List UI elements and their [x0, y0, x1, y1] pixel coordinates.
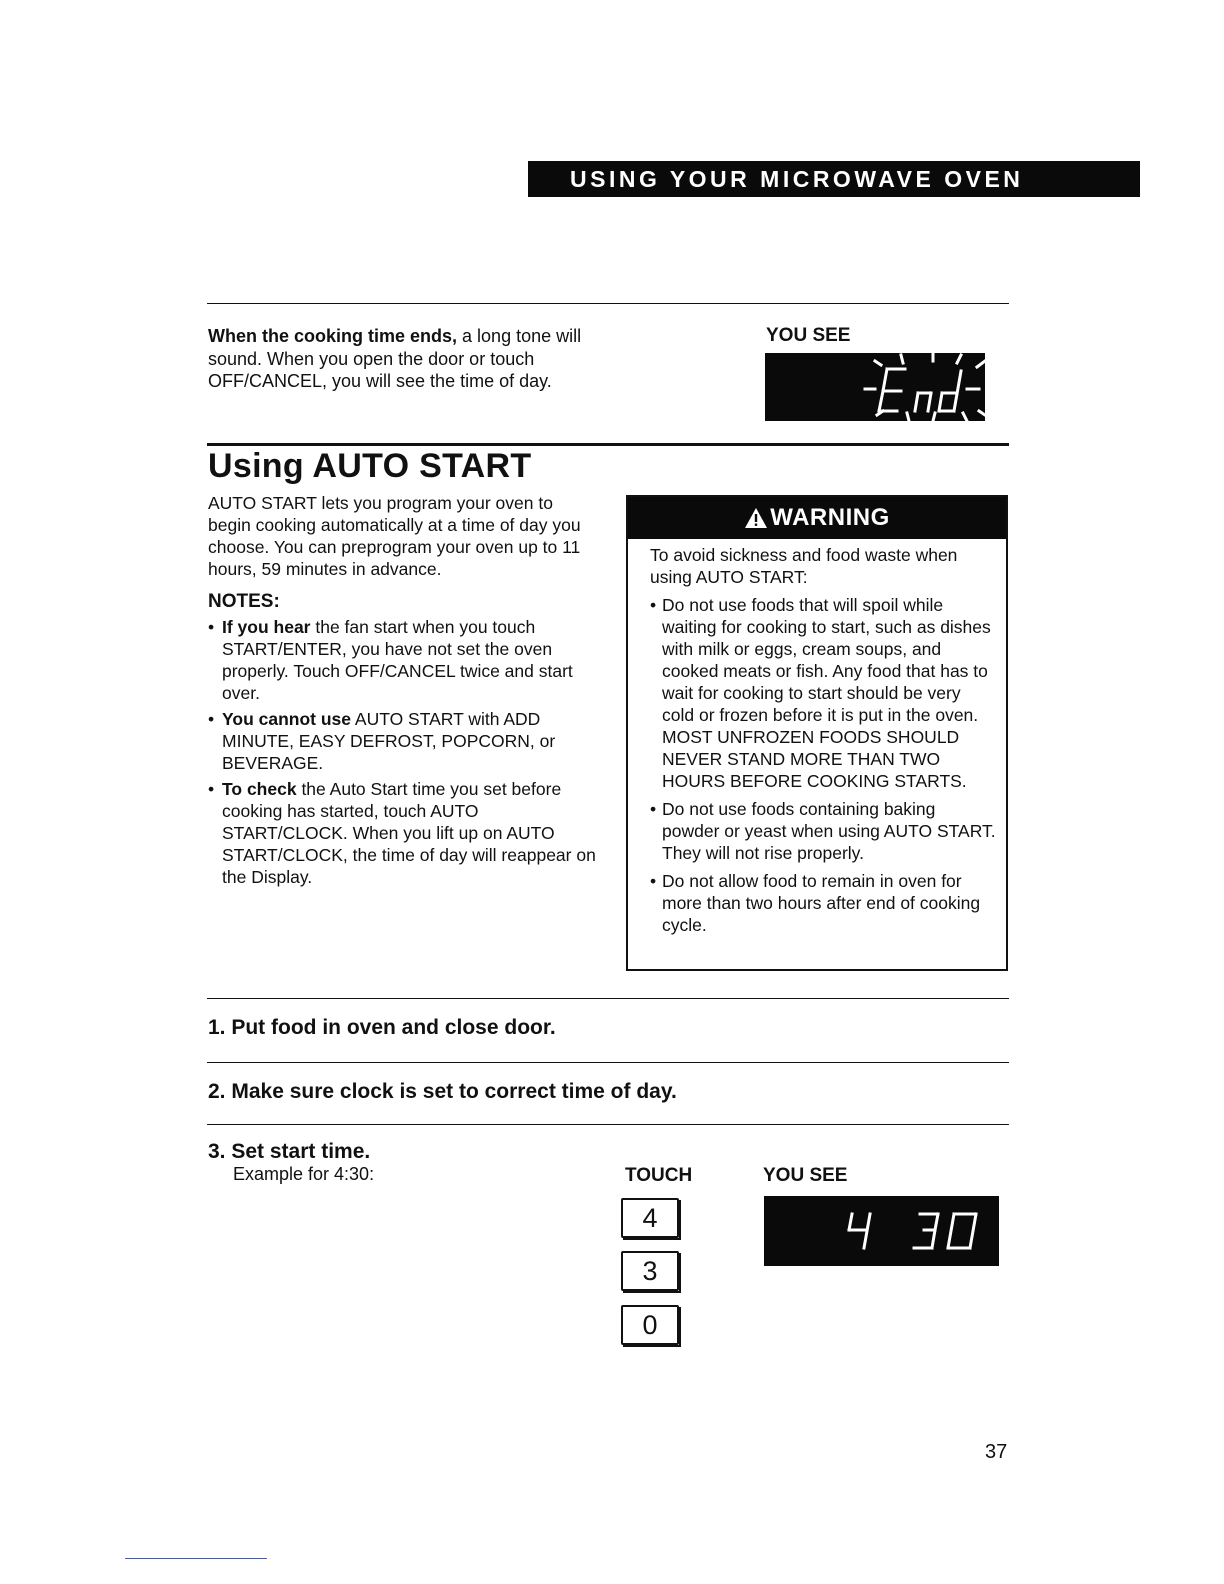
- warning-triangle-icon: [744, 507, 768, 529]
- warning-box: [626, 495, 1008, 971]
- warning-intro: To avoid sickness and food waste when using AUTO START:: [650, 545, 958, 587]
- you-see-label: YOU SEE: [763, 1165, 848, 1186]
- note-lead: To check: [222, 779, 297, 799]
- warning-body: [628, 539, 1006, 936]
- footer-line: [125, 1558, 267, 1559]
- divider: [207, 998, 1009, 999]
- key-4-button[interactable]: 4: [621, 1198, 679, 1238]
- step-2: 2. Make sure clock is set to correct time of day.: [208, 1080, 677, 1103]
- end-body: a long tone will sound. When you open the door or touch OFF/CANCEL, you will see the time of day.: [208, 326, 582, 391]
- warning-item: [650, 798, 996, 864]
- bullet-icon: •: [650, 799, 657, 819]
- section-header: USING YOUR MICROWAVE OVEN: [528, 161, 1140, 197]
- divider: [207, 1124, 1009, 1125]
- warning-text: Do not allow food to remain in oven for more than two hours after end of cooking cycle.: [662, 871, 981, 935]
- divider: [207, 1062, 1009, 1063]
- note-text: the Auto Start time you set before cooking has started, touch AUTO START/CLOCK. When you lift up on AUTO START/CLOCK, the time of day will reappear on the Display.: [222, 779, 596, 887]
- warning-header: [628, 497, 1006, 539]
- time-display: [764, 1196, 999, 1266]
- end-display: [765, 353, 985, 421]
- note-item: [208, 778, 600, 888]
- warning-text: Do not use foods containing baking powder or yeast when using AUTO START. They will not rise properly.: [662, 799, 996, 863]
- touch-label: TOUCH: [625, 1165, 693, 1186]
- page-number: 37: [985, 1441, 1008, 1463]
- divider: [207, 303, 1009, 304]
- note-item: [208, 616, 600, 704]
- bullet-icon: •: [208, 709, 215, 729]
- note-text: AUTO START with ADD MINUTE, EASY DEFROST, POPCORN, or BEVERAGE.: [222, 709, 556, 773]
- end-of-cooking-text: [208, 325, 608, 393]
- divider-thick: [207, 443, 1009, 446]
- notes-heading: NOTES:: [208, 591, 280, 612]
- note-lead: You cannot use: [222, 709, 351, 729]
- note-item: [208, 708, 600, 774]
- warning-text: Do not use foods that will spoil while waiting for cooking to start, such as dishes with milk or eggs, cream soups, and cooked meats or fish. Any food that has to wait for cooking to start should be very cold or frozen before it is put in the oven. MOST UNFROZEN FOODS SHOULD NEVER STAND MORE THAN TWO HOURS BEFORE COOKING STARTS.: [662, 595, 991, 791]
- bullet-icon: •: [650, 871, 657, 891]
- bullet-icon: •: [208, 617, 215, 637]
- warning-item: [650, 870, 996, 936]
- notes-list: [208, 616, 600, 892]
- end-display-icon: [765, 353, 985, 421]
- key-0-button[interactable]: 0: [621, 1305, 679, 1345]
- end-lead: When the cooking time ends,: [208, 326, 458, 346]
- step-3: 3. Set start time.: [208, 1140, 371, 1163]
- auto-start-intro: AUTO START lets you program your oven to begin cooking automatically at a time of day you choose. You can preprogram your oven up to 11 hours, 59 minutes in advance.: [208, 493, 581, 579]
- you-see-label: YOU SEE: [766, 325, 851, 346]
- bullet-icon: •: [208, 779, 215, 799]
- note-lead: If you hear: [222, 617, 311, 637]
- warning-title: WARNING: [770, 504, 890, 531]
- step-1: 1. Put food in oven and close door.: [208, 1016, 556, 1039]
- warning-item: [650, 594, 996, 792]
- section-title: Using AUTO START: [208, 447, 532, 485]
- example-text: Example for 4:30:: [233, 1164, 375, 1184]
- time-display-digits: [764, 1196, 999, 1266]
- note-text: the fan start when you touch START/ENTER, you have not set the oven properly. Touch OFF/CANCEL twice and start over.: [222, 617, 573, 703]
- key-3-button[interactable]: 3: [621, 1251, 679, 1291]
- bullet-icon: •: [650, 595, 657, 615]
